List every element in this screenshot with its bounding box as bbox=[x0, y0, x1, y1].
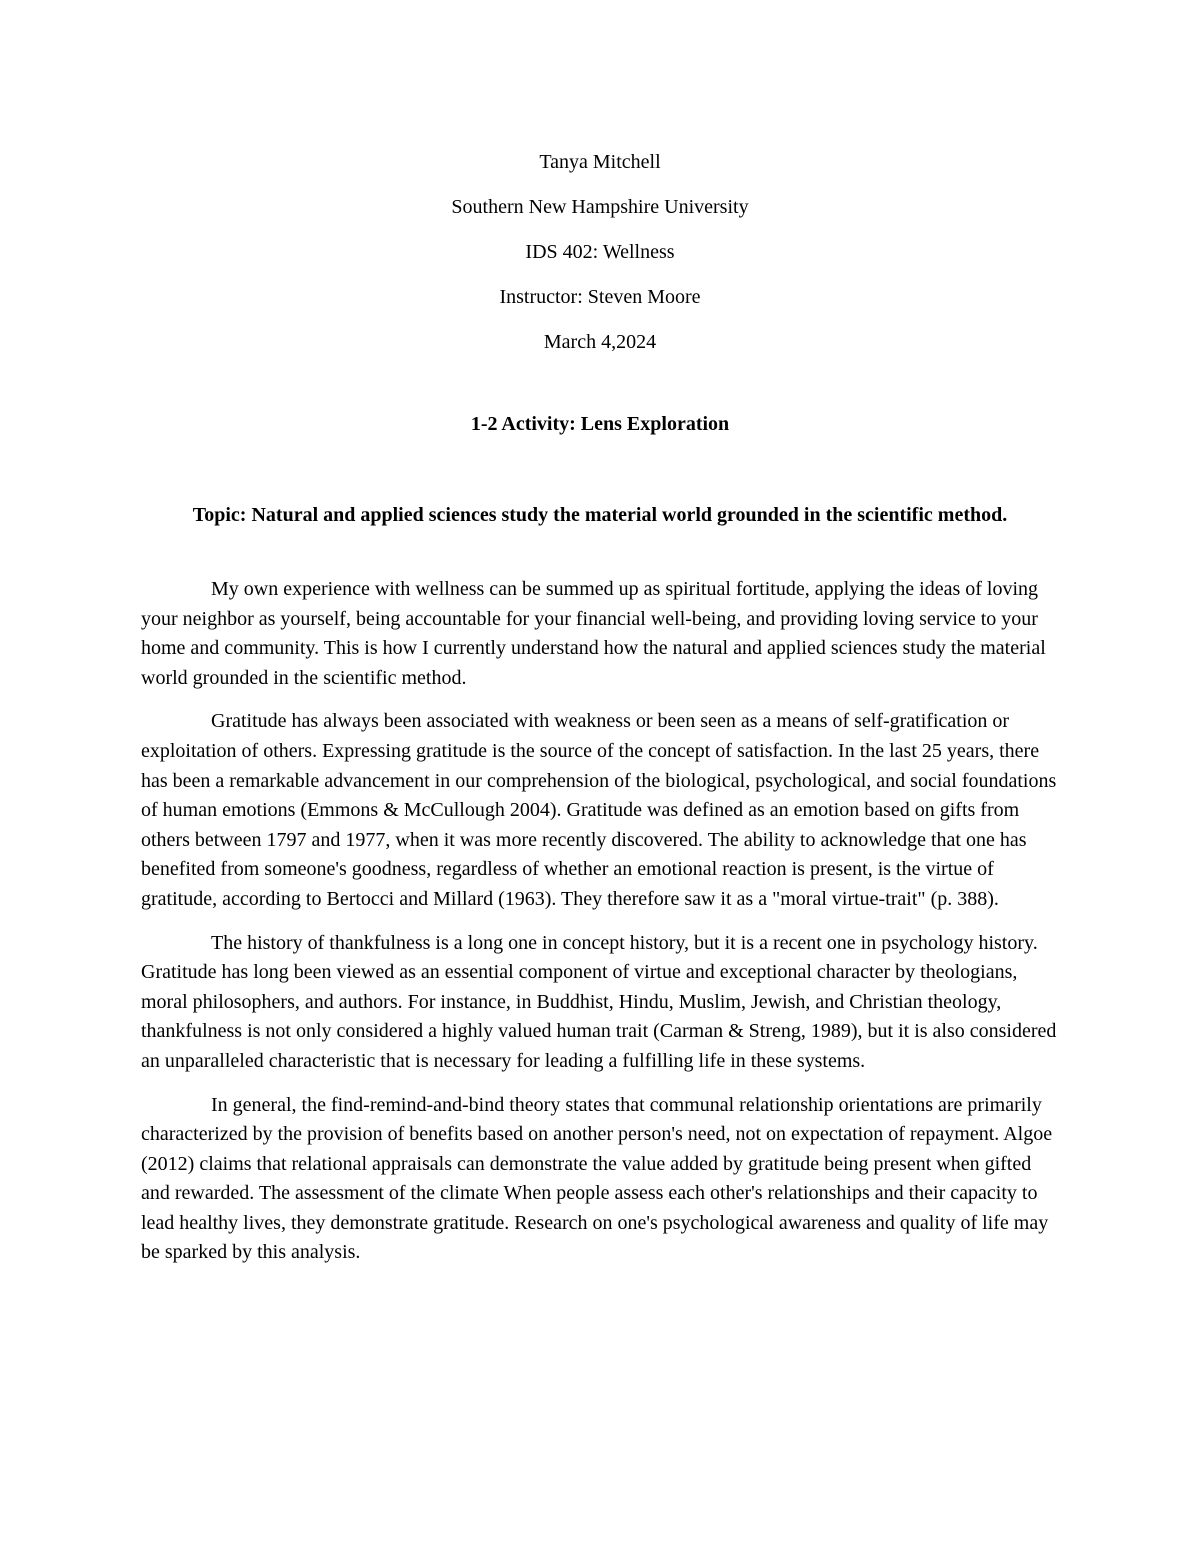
institution-name: Southern New Hampshire University bbox=[451, 196, 749, 218]
topic-heading: Topic: Natural and applied sciences study the material world grounded in the scientific method. bbox=[192, 504, 1008, 526]
author-name: Tanya Mitchell bbox=[539, 151, 661, 173]
body-paragraph-1: My own experience with wellness can be summed up as spiritual fortitude, applying the ideas of loving your neighbor as yourself, being accountable for your financial well-being, and providing loving service to your home and community. This is how I currently understand how the natural and applied sciences study the material world grounded in the scientific method. bbox=[141, 578, 1046, 689]
document-title: 1-2 Activity: Lens Exploration bbox=[470, 413, 730, 435]
instructor-name: Instructor: Steven Moore bbox=[499, 286, 701, 308]
course-name: IDS 402: Wellness bbox=[525, 241, 675, 263]
title-page-header bbox=[0, 140, 1200, 365]
document-body bbox=[141, 575, 1063, 1282]
body-paragraph-4: In general, the find-remind-and-bind theory states that communal relationship orientations are primarily characterized by the provision of benefits based on another person's need, not on expectation of repayment. Algoe (2012) claims that relational appraisals can demonstrate the value added by gratitude being present when gifted and rewarded. The assessment of the climate When people assess each other's relationships and their capacity to lead healthy lives, they demonstrate gratitude. Research on one's psychological awareness and quality of life may be sparked by this analysis. bbox=[141, 1093, 1053, 1264]
body-paragraph-3: The history of thankfulness is a long one in concept history, but it is a recent one in psychology history. Gratitude has long been viewed as an essential component of virtue and exceptional character by theologians, moral philosophers, and authors. For instance, in Buddhist, Hindu, Muslim, Jewish, and Christian theology, thankfulness is not only considered a highly valued human trait (Carman & Streng, 1989), but it is also considered an unparalleled characteristic that is necessary for leading a fulfilling life in these systems. bbox=[141, 931, 1057, 1072]
body-paragraph-2: Gratitude has always been associated with weakness or been seen as a means of self-gratification or exploitation of others. Expressing gratitude is the source of the concept of satisfaction. In the last 25 years, there has been a remarkable advancement in our comprehension of the biological, psychological, and social foundations of human emotions (Emmons & McCullough 2004). Gratitude was defined as an emotion based on gifts from others between 1797 and 1977, when it was more recently discovered. The ability to acknowledge that one has benefited from someone's goodness, regardless of whether an emotional reaction is present, is the virtue of gratitude, according to Bertocci and Millard (1963). They therefore saw it as a "moral virtue-trait" (p. 388). bbox=[141, 710, 1057, 910]
submission-date: March 4,2024 bbox=[543, 331, 657, 353]
